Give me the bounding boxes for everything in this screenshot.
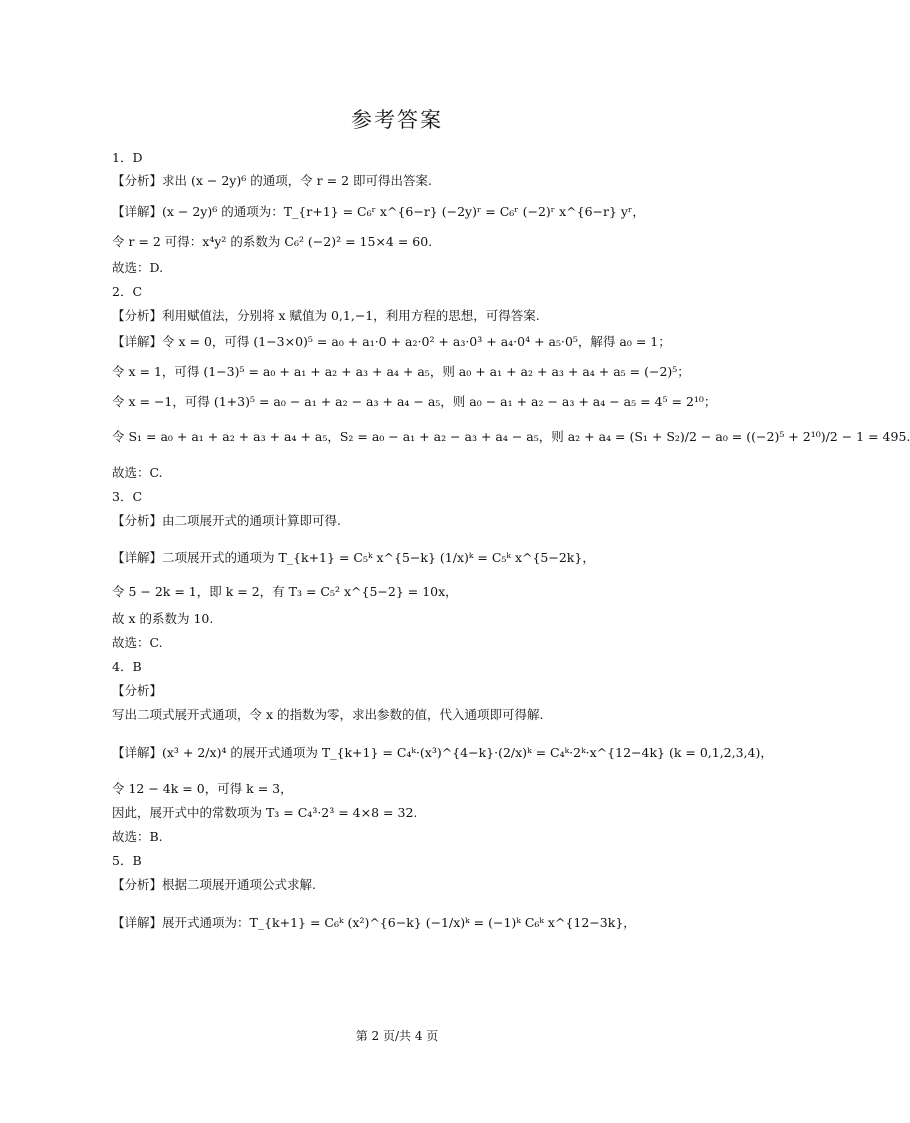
answer-line: 故 x 的系数为 10. [112,611,214,626]
answer-line: 【详解】令 x = 0，可得 (1−3×0)⁵ = a₀ + a₁·0 + a₂·0² + a₃·0³ + a₄·0⁴ + a₅·0⁵，解得 a₀ = 1； [112,334,671,349]
answer-line: 2．C [112,284,143,299]
answer-line: 【分析】利用赋值法，分别将 x 赋值为 0,1,−1，利用方程的思想，可得答案. [112,308,540,323]
answer-line: 【详解】展开式通项为：T_{k+1} = C₆ᵏ (x²)^{6−k} (−1/x)ᵏ = (−1)ᵏ C₆ᵏ x^{12−3k}， [112,915,636,930]
answer-line: 【详解】二项展开式的通项为 T_{k+1} = C₅ᵏ x^{5−k} (1/x)ᵏ = C₅ᵏ x^{5−2k}， [112,550,595,565]
page-footer: 第 2 页/共 4 页 [355,1029,439,1043]
answer-line: 【详解】(x³ + 2/x)⁴ 的展开式通项为 T_{k+1} = C₄ᵏ·(x³)^{4−k}·(2/x)ᵏ = C₄ᵏ·2ᵏ·x^{12−4k} (k = 0,1,2,3,4)， [112,745,773,760]
answer-line: 3．C [112,489,143,504]
page-title: 参考答案 [351,108,443,132]
answer-line: 【分析】根据二项展开通项公式求解. [112,877,316,892]
answer-line: 故选：C. [112,465,163,480]
answer-line: 写出二项式展开式通项，令 x 的指数为零，求出参数的值，代入通项即可得解. [112,707,544,722]
answer-line: 令 5 − 2k = 1，即 k = 2，有 T₃ = C₅² x^{5−2} = 10x， [112,584,458,599]
answer-line: 【详解】(x − 2y)⁶ 的通项为：T_{r+1} = C₆ʳ x^{6−r} (−2y)ʳ = C₆ʳ (−2)ʳ x^{6−r} yʳ， [112,204,645,219]
answer-line: 【分析】 [112,683,163,698]
answer-line: 令 12 − 4k = 0，可得 k = 3， [112,781,293,796]
answer-line: 4．B [112,659,142,674]
answer-line: 令 r = 2 可得：x⁴y² 的系数为 C₆² (−2)² = 15×4 = 60. [112,234,433,249]
answer-line: 令 x = 1，可得 (1−3)⁵ = a₀ + a₁ + a₂ + a₃ + a₄ + a₅，则 a₀ + a₁ + a₂ + a₃ + a₄ + a₅ = (−2)⁵； [112,364,690,379]
answer-line: 1．D [112,150,143,165]
answer-line: 令 x = −1，可得 (1+3)⁵ = a₀ − a₁ + a₂ − a₃ + a₄ − a₅，则 a₀ − a₁ + a₂ − a₃ + a₄ − a₅ = 4⁵ = 2¹⁰； [112,394,717,409]
answer-line: 【分析】由二项展开式的通项计算即可得. [112,513,341,528]
answer-line: 令 S₁ = a₀ + a₁ + a₂ + a₃ + a₄ + a₅，S₂ = a₀ − a₁ + a₂ − a₃ + a₄ − a₅，则 a₂ + a₄ = (S₁ + S₂)/2 − a₀ = ((−2)⁵ + 2¹⁰)/2 − 1 = 495. [112,429,910,444]
answer-line: 故选：C. [112,635,163,650]
answer-line: 【分析】求出 (x − 2y)⁶ 的通项，令 r = 2 即可得出答案. [112,173,432,188]
answer-line: 故选：B. [112,829,163,844]
answer-line: 因此，展开式中的常数项为 T₃ = C₄³·2³ = 4×8 = 32. [112,805,418,820]
answer-line: 故选：D. [112,260,164,275]
answer-line: 5．B [112,853,142,868]
